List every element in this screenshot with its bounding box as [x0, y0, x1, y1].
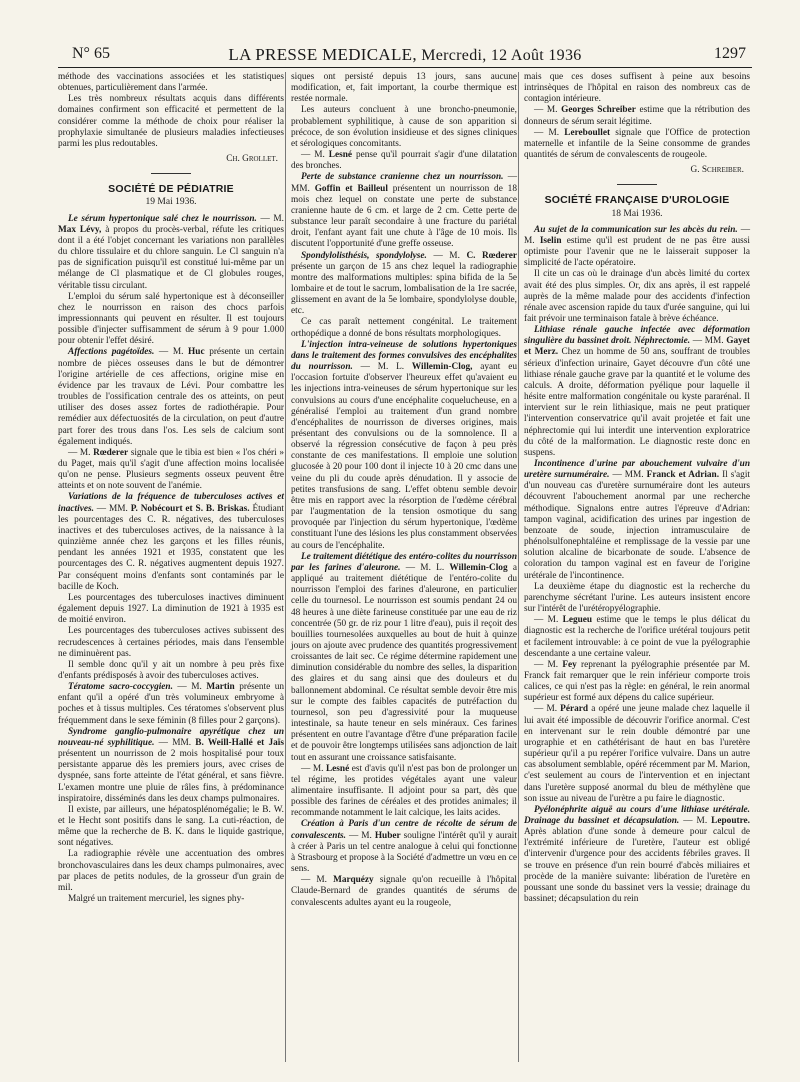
paragraph: Les auteurs concluent à une broncho-pneumonie, probablement syphilitique, à cause de son apparition si précoce, de son évolution insidieuse et des signes cliniques et sérologiques concomitants. [291, 105, 517, 149]
paragraph: siques ont persisté depuis 13 jours, sans aucune modification, et, fait important, la courbe thermique est restée normale. [291, 72, 517, 105]
page-issue-number: N° 65 [72, 45, 110, 62]
page-number: 1297 [714, 45, 746, 62]
column-2 [291, 72, 517, 909]
session-date: 18 Mai 1936. [611, 208, 663, 219]
page-title [58, 45, 752, 65]
section-heading: SOCIÉTÉ DE PÉDIATRIE [108, 183, 234, 196]
paragraph: — M. Lesné est d'avis qu'il n'est pas bon de prolonger un tel régime, les protides végétales ayant une valeur alimentaire insuffisante. Il adjoint pour sa part, dès que possible des farines de céréales et des protides animales; il recommande notamment le lait calcique, les laits acides. [291, 763, 517, 819]
paragraph: méthode des vaccinations associées et les statistiques obtenues, particulièrement dans l'armée. [58, 72, 284, 94]
section-heading: SOCIÉTÉ FRANÇAISE D'UROLOGIE [544, 194, 730, 207]
paragraph: — M. Lesné pense qu'il pourrait s'agir d'une dilatation des bronches. [291, 150, 517, 172]
article: Lithiase rénale gauche infectée avec déformation singulière du bassinet droit. Néphrectomie. — MM. Gayet et Merz. Chez un homme de 50 ans, souffrant de troubles sérieux d'infection urinaire, Gayet découvre d'un côté une lithiase rénale gauche grave par la quantité et le volume des calculs. A droite, déformation pyélique pour laquelle il hésite entre malformation congénitale ou kyste pararénal. Il intervient sur le rein lithiasique, mais ne peut pratiquer l'intervention conservatrice qu'il avait projetée et fait une néphrectomie qui lui interdit une intervention exploratrice du côté de la malformation. Le diagnostic reste donc en suspens. [524, 325, 750, 458]
signature: G. Schreiber. [690, 165, 744, 176]
paragraph: Il semble donc qu'il y ait un nombre à peu près fixe d'enfants prédisposés à avoir des tuberculoses actives. [58, 659, 284, 681]
paragraph: — M. Rœderer signale que le tibia est bien « l'os chéri » du Paget, mais qu'il s'agit d'une affection moins localisée qu'on ne pense. Plusieurs segments osseux peuvent être atteints et on note souvent de l'anémie. [58, 447, 285, 492]
issue-date: Mercredi, 12 Août 1936 [421, 47, 582, 64]
article: Pyélonéphrite aiguë au cours d'une lithiase urétérale. Drainage du bassinet et décapsulation. — M. Lepoutre. Après ablation d'une sonde à demeure pour calcul de l'extrémité inférieure de l'uretère, l'auteur est obligé d'intervenir d'urgence pour des accidents fébriles graves. Il se trouve en présence d'un rein bourré d'abcès miliaires et procède de la manière suivante: libération de l'uretère en poussant une sonde du bassinet vers la vessie; drainage du bassinet; décapsulation du rein [524, 804, 750, 905]
article: L'injection intra-veineuse de solutions hypertoniques dans le traitement des formes convulsives des encéphalites du nourrisson. — M. L. Willemin-Clog, ayant eu l'occasion fortuite d'observer l'heureux effet qu'avaient eu les injections intra-veineuses de sérum hypertonique sur les convulsions au cours d'une encéphalite coqueluchеuse, en a généralisé l'emploi au traitement d'un grand nombre d'encéphalites de nourrisson de diverses origines, mais présentant des convulsions ou de la somnolence. Il a observé la régression consécutive de façon à peu près constante de ces manifestations. Il emploie une solution glucosée à 20 pour 100 dont il injecte 10 à 20 cmc dans une veine du pli du coude après dénudation. Il y associe de petites transfusions de sang. L'effet obtenu semble devoir être mis en rapport avec la résorption de l'œdème cérébral par l'augmentation de la tension osmotique du sang provoquée par l'injection du sérum hypertonique, l'œdème constituant l'une des lésions les plus constamment observées au cours de l'encéphalite. [291, 339, 517, 551]
paragraph: Il existe, par ailleurs, une hépatosplénomégalie; le B. W. et le Hecht sont positifs dans le sang. La cuti-réaction, de même que la recherche de B. K. dans le liquide gastrique, sont négatives. [58, 804, 284, 849]
article: Le sérum hypertonique salé chez le nourrisson. — M. Max Lévy, à propos du procès-verbal, réfute les critiques dont il a été l'objet concernant les variations non parallèles du chlore tissulaire et du chlore sanguin. Le Cl sanguin n'a pas de signification puisqu'il est constitué lui-même par un mélange de Cl plasmatique et de Cl globules rouges, véritable tissu circulant. [58, 213, 284, 291]
paragraph: Les très nombreux résultats acquis dans différents domaines confirment son efficacité et permettent de la considérer comme la méthode de choix pour réaliser la prophylaxie simultanée de plusieurs maladies infectieuses parmi les plus redoutables. [58, 94, 284, 149]
article: Le traitement diététique des entéro-colites du nourrisson par les farines d'aleurone. — M. L. Willemin-Clog a appliqué au traitement diététique de l'entéro-colite du nourrisson l'emploi des farines d'aleurone, en particulier celle du tournesol. Le nourrisson est soumis pendant 24 ou 48 heures à une diète farineuse constituée par une eau de riz concentrée (50 gr. de riz pour 1 litre d'eau), puis il reçoit des bouillies tournesolées auxquelles au bout de huit à quinze jours on ajoute avec prudence des quantités progressivement croissantes de lait sec. Ce régime détermine rapidement une diminution considérable du nombre des selles, la disparition des glaires et du sang ainsi que des douleurs et du ballonnement abdominal. Ce résultat semble devoir être mis sur le compte des faibles capacités de putréfaction du tournesol, son peu d'agressivité pour la muqueuse intestinale, sa haute teneur en sels minéraux. Ces farines présentent en outre l'avantage d'être d'une préparation facile et de pouvoir être longtemps utilisées sans adjonction de lait tout en assurant une croissance satisfaisante. [291, 551, 517, 763]
article: Au sujet de la communication sur les abcès du rein. — M. Iselin estime qu'il est prudent de ne pas être aussi optimiste pour l'avenir que ne le laisserait supposer la simplicité de l'acte opératoire. [524, 224, 750, 269]
paragraph: — M. Fey reprenant la pyélographie présentée par M. Franck fait remarquer que le rein inférieur comporte trois calices, ce qui n'est pas la règle: en général, le rein anormal supérieur est formé aux dépens du calice supérieur. [524, 659, 750, 704]
paragraph: Malgré un traitement mercuriel, les signes phy- [68, 894, 245, 905]
paragraph: — M. Marquézy signale qu'on recueille à l'hôpital Claude-Bernard de grandes quantités de sérums de convalescents adultes ayant eu la rougeole, [291, 875, 517, 908]
article: Affections pagétoïdes. — M. Huc présente un certain nombre de pièces osseuses dans le but de démontrer l'origine artérielle de ces affections, origine mise en évidence par les travaux de Lévi. Pour combattre les troubles de l'ossification centrale des os atteints, on peut utiliser des doses assez fortes de radiothérapie. Pour remédier aux défectuosités de la circulation, on peut d'autre part forer des trous dans l'os. Les sels de calcium sont également indiqués. [58, 347, 284, 447]
session-date: 19 Mai 1936. [145, 197, 197, 208]
paragraph: La deuxième étape du diagnostic est la recherche du parenchyme sécrétant l'urine. Les auteurs insistent encore sur l'intérêt de l'urétéropyélographie. [524, 581, 750, 615]
paragraph: — M. Legueu estime que le temps le plus délicat du diagnostic est la recherche de l'orifice urétéral toujours petit et facilement introuvable: à ce point de vue la pyélographie descendante a une certaine valeur. [524, 615, 750, 659]
column-divider [518, 72, 519, 1062]
article: Création à Paris d'un centre de récolte de sérum de convalescents. — M. Huber souligne l'intérêt qu'il y aurait à créer à Paris un tel centre analogue à celui qui fonctionne à Strasbourg et propose à la Société d'admettre un vœu en ce sens. [291, 819, 517, 875]
article: Perte de substance cranienne chez un nourrisson. — MM. Goffin et Bailleul présentent un nourrisson de 18 mois chez lequel on constate une perte de substance cranienne haute de 6 cm. et large de 2 cm. Cette perte de substance leur paraît secondaire à une fracture du pariétal droit, l'enfant ayant fait une chute à l'âge de 10 mois. Ils discutent l'opportunité d'une greffe osseuse. [291, 172, 518, 250]
paragraph: La radiographie révèle une accentuation des ombres bronchovasculaires dans les deux champs pulmonaires, avec par places de petits nodules, de la grosseur d'un grain de mil. [58, 849, 284, 893]
paragraph: — M. Lereboullet signale que l'Office de protection maternelle et infantile de la Seine consomme de grandes quantités de sérum de convalescents de rougeole. [524, 127, 750, 161]
column-divider [285, 72, 286, 1062]
paragraph: L'emploi du sérum salé hypertonique est à déconseiller chez le nourrisson en raison des chocs parfois impressionnants qui peuvent en résulter. Il est toujours possible d'injecter suffisamment de sérum à 9 pour 1.000 pour obtenir l'effet désiré. [58, 291, 284, 347]
paragraph: Il cite un cas où le drainage d'un abcès limité du cortex avait été des plus simples. Or, dix ans après, il est rappelé auprès de la même malade pour des accidents d'infection rénale avec ascension rapide du taux d'urée sanguine, qui lui fait prévoir une terminaison fatale à brève échéance. [524, 269, 750, 324]
article: Syndrome ganglio-pulmonaire apyrétique chez un nouveau-né syphilitique. — MM. B. Weill-Hallé et Jaïs présentent un nourrisson de 2 mois hospitalisé pour toux persistante apparue dès les premiers jours, avec crises de dyspnée, sans forte atteinte de l'état général, et sans fièvre. L'examen montre une pluie de râles fins, à prédominance inspiratoire, disséminés dans les deux champs pulmonaires. [58, 726, 284, 804]
article: Variations de la fréquence de tuberculoses actives et inactives. — MM. P. Nobécourt et S. B. Briskas. Étudiant les pourcentages des C. R. négatives, des tuberculoses inactives et des tuberculoses actives, de la naissance à la quinzième année chez les garçons et les filles réunis, pendant les années 1921 et 1935, constatent que les pourcentages des C. R. négatives augmentent depuis 1927. Par conséquent moins d'enfants sont contaminés par le bacille de Koch. [58, 492, 284, 592]
separator [617, 184, 657, 185]
paragraph: — M. Georges Schreiber estime que la rétribution des donneurs de sérum serait légitime. [524, 105, 750, 127]
page-header [58, 45, 752, 68]
paragraph: mais que ces doses suffisent à peine aux besoins intrinsèques de l'hôpital en raison des nombreux cas de contagion intérieure. [524, 72, 750, 105]
paragraph: — M. Pérard a opéré une jeune malade chez laquelle il lui avait été impossible de découvrir l'orifice anormal. C'est en intervenant sur le rein double démontré par une urographie et en cathétérisant de haut en bas l'uretère supérieur qu'il a pu repérer l'orifice vulvaire. Dans un autre cas absolument semblable, opéré récemment par M. Marion, c'est seulement au cours de l'intervention et en injectant dans l'uretère supposé anormal du bleu de méthylène que son issue au niveau de l'urètre a pu faire le diagnostic. [524, 704, 750, 804]
signature: Ch. Grollet. [226, 154, 278, 165]
column-1 [58, 72, 284, 905]
column-3 [524, 72, 750, 905]
article: Tératome sacro-coccygien. — M. Martin présente un enfant qu'il a opéré d'un très volumineux embryome à poches et à tissus multiples. Ces tératomes s'observent plus fréquemment dans le sexe féminin (8 filles pour 2 garçons). [58, 682, 284, 726]
journal-name: LA PRESSE MEDICALE, [228, 45, 417, 64]
article: Incontinence d'urine par abouchement vulvaire d'un uretère surnuméraire. — MM. Franck et Adrian. Il s'agit d'un nouveau cas d'uretère surnuméraire dont les auteurs découvrent l'abouchement anormal par une recherche méthodique. Signalons entre autres l'épreuve d'Adrian: tampon vaginal, acidification des urines par ingestion de benzoate de soude, injection intramusculaire de phénolsulfonephtaléine et remplissage de la vessie par une solution alcaline de bicarbonate de soude. L'absence de coloration du tampon vaginal est en faveur de l'origine urétérale de l'incontinence. [524, 459, 750, 581]
paragraph: Les pourcentages des tuberculoses inactives diminuent également depuis 1927. La diminution de 1921 à 1935 est de moitié environ. [58, 592, 284, 626]
paragraph: Les pourcentages des tuberculoses actives subissent des recrudescences à certaines périodes, mais dans l'ensemble ne diminuèrent pas. [58, 626, 284, 659]
paragraph: Ce cas paraît nettement congénital. Le traitement orthopédique a donné de bons résultats morphologiques. [291, 317, 517, 339]
separator [151, 173, 191, 174]
article: Spondylolisthésis, spondylolyse. — M. C. Rœderer présente un garçon de 15 ans chez lequel la radiographie montre des malformations multiples: spina bifida de la 5e lombaire et de tout le sacrum, lombalisation de la 1re sacrée, glissement en avant de la 5e lombaire, spondylolyse double, etc. [291, 250, 517, 317]
